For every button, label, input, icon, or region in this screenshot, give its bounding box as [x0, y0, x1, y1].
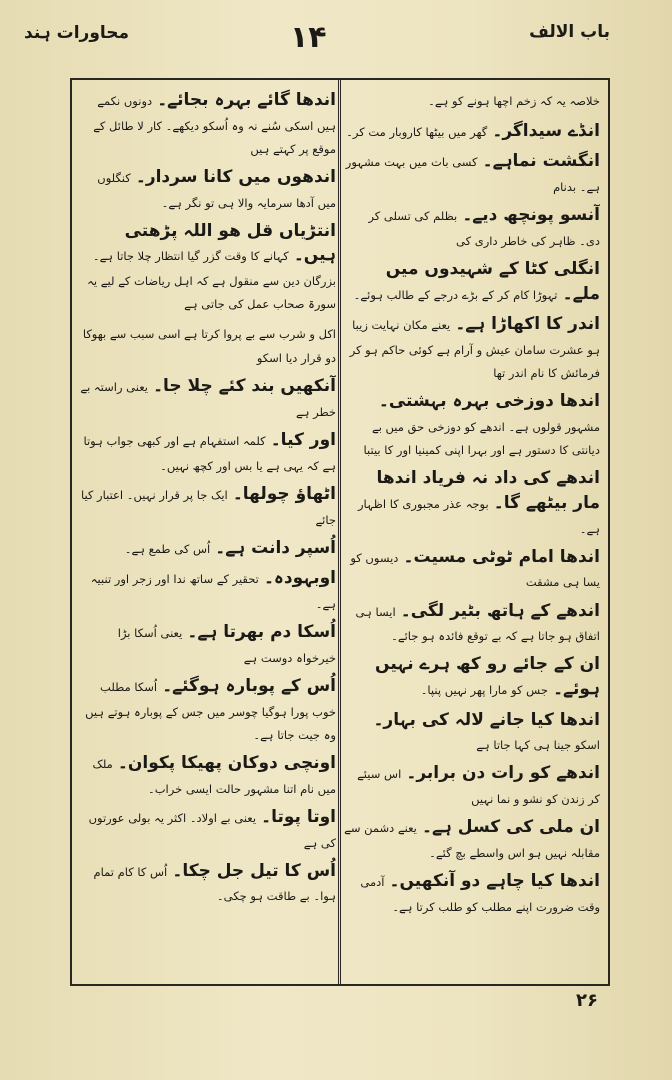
idiom-definition: اسکو جینا ہی کہا جاتا ہے — [476, 738, 600, 753]
idiom-definition: خلاصہ یہ کہ زخم اچھا ہونے کو ہے۔ — [428, 94, 600, 108]
idiom-definition: یعنی راستہ بے خطر ہے — [80, 380, 336, 419]
idiom-definition: ملک میں نام اتنا مشہور حالت ایسی خراب۔ — [92, 757, 336, 796]
idiom-entry — [80, 428, 336, 476]
idiom-entry — [80, 751, 336, 799]
idiom-term: اُس کا تیل جل چکا۔ — [172, 860, 336, 881]
idiom-entry — [344, 869, 600, 917]
idiom-term: آنسو پونچھ دیے۔ — [462, 205, 600, 226]
idiom-entry — [80, 566, 336, 614]
idiom-entry — [344, 257, 600, 306]
idiom-entry — [344, 761, 600, 809]
idiom-definition: کسی بات میں بہت مشہور ہے۔ بدنام — [345, 155, 600, 194]
idiom-definition: یعنے دشمن سے مقابلہ نہیں ہو اس واسطے بچ گئے۔ — [344, 821, 600, 860]
idiom-entry — [344, 545, 600, 593]
idiom-term: اندھا کیا چاہے دو آنکھیں۔ — [389, 871, 600, 892]
idiom-entry — [80, 374, 336, 422]
idiom-definition: اکل و شرب سے بے پروا کرتا ہے اسی سبب سے بھوکا دو قرار دیا اسکو — [82, 326, 336, 366]
idiom-entry — [344, 599, 600, 647]
page-number: ۱۴ — [290, 20, 327, 55]
idiom-term: ان کے جائے رو کھ ہرے نہیں ہوئے۔ — [375, 654, 600, 700]
idiom-term: اوبہودہ۔ — [263, 568, 336, 589]
idiom-definition: دیسوں کو یسا ہی مشقت — [350, 550, 600, 590]
idiom-term: اُسکا دم بھرتا ہے۔ — [187, 622, 336, 643]
idiom-term: انگلی کٹا کے شہیدوں میں ملے۔ — [385, 258, 600, 304]
idiom-definition: ایک جا پر قرار نہیں۔ اعتبار کیا جائے — [80, 487, 336, 527]
idiom-term: انتڑیاں قل ھو اللہ پڑھتی ہیں۔ — [124, 220, 336, 266]
idiom-term: اُس کے پوبارہ ہوگئے۔ — [162, 676, 336, 697]
idiom-definition: کہانے کا وقت گزر گیا انتظار چلا جاتا ہے۔ بزرگان دین سے منقول ہے کہ اہل ریاضات کے لیے یہ سورۃ صحاب عمل کی جاتی ہے — [87, 249, 336, 312]
idiom-term: اور کیا۔ — [270, 430, 336, 451]
idiom-term: اوتا پوتا۔ — [261, 806, 336, 827]
idiom-definition: گھر میں بیٹھا کاروبار مت کر۔ — [346, 124, 488, 139]
idiom-term: اندھا امام ٹوٹی مسیت۔ — [403, 546, 600, 567]
idiom-definition: آدمی وقت ضرورت اپنے مطلب کو طلب کرتا ہے۔ — [360, 875, 600, 914]
idiom-definition: جس کو مارا پھر نہیں پنپا۔ — [420, 683, 548, 698]
idiom-entry — [80, 674, 336, 745]
idiom-entry — [344, 708, 600, 756]
idiom-entry — [80, 88, 336, 159]
left-column — [80, 88, 336, 976]
idiom-entry — [344, 119, 600, 144]
idiom-term: اندھے کی داد نہ فریاد اندھا مار بیٹھے گا۔ — [376, 468, 600, 513]
idiom-entry — [80, 165, 336, 213]
idiom-term: انگشت نماہے۔ — [482, 151, 600, 172]
idiom-definition: کنگلوں میں آدھا سرمایہ والا ہی تو نگر ہے۔ — [97, 171, 336, 210]
idiom-definition: یعنی اُسکا بڑا خیرخواہ دوست ہے — [117, 626, 336, 665]
idiom-term: اندر کا اکھاڑا ہے۔ — [455, 314, 600, 335]
idiom-term: انڈے سیداگر۔ — [492, 120, 600, 141]
idiom-definition: تحقیر کے ساتھ ندا اور زجر اور تنبیہ ہے۔ — [90, 572, 336, 612]
idiom-definition: کلمہ استفہام ہے اور کبھی جواب ہوتا ہے کہ یہی ہے یا بس اور کچھ نہیں۔ — [83, 434, 336, 473]
idiom-entry — [80, 805, 336, 853]
idiom-term: اونچی دوکان پھیکا پکوان۔ — [117, 753, 336, 774]
right-column — [344, 88, 600, 976]
idiom-definition: بوجہ عذر مجبوری کا اظہار ہے۔ — [357, 496, 600, 536]
idiom-term: اندھوں میں کانا سردار۔ — [135, 167, 336, 188]
idiom-entry — [80, 859, 336, 907]
book-title: محاورات ہند — [24, 23, 130, 43]
idiom-term: اُسپر دانت ہے۔ — [215, 537, 336, 558]
chapter-heading: باب الالف — [529, 22, 610, 42]
idiom-entry — [80, 219, 336, 315]
idiom-definition: اُسکا مطلب خوب پورا ہوگیا چوسر میں جس کے پوبارہ ہوتے ہیں وہ جیت جاتا ہے۔ — [85, 680, 336, 742]
text-frame — [70, 78, 610, 986]
idiom-term: اندھا کیا جانے لالہ کی بہار۔ — [373, 709, 600, 730]
idiom-term: اندھے کے ہاتھ بٹیر لگی۔ — [400, 600, 600, 621]
idiom-definition: ایسا ہی اتفاق ہو جاتا ہے کہ بے توقع فائدہ ہو جائے۔ — [355, 604, 600, 644]
idiom-definition: اُس کا کام تمام ہوا۔ بے طاقت ہو چکی۔ — [93, 864, 336, 904]
idiom-definition: مشہور قولوں ہے۔ اندھے کو دوزخی حق میں بے دیانتی کا دستور ہے اور بہرا اپنی کمینیا اور کا بیتبا — [363, 419, 600, 458]
idiom-definition: اس سیئے کر زندن کو نشو و نما نہیں — [357, 767, 600, 807]
footer-page-number: ۲۶ — [576, 990, 598, 1011]
idiom-term: ان ملی کی کسل ہے۔ — [421, 817, 600, 838]
idiom-entry — [80, 482, 336, 530]
idiom-definition: یعنی بے اولاد۔ اکثر یہ بولی عورتوں کی ہے — [88, 810, 336, 850]
idiom-entry — [344, 149, 600, 197]
idiom-entry — [344, 88, 600, 113]
idiom-term: اندھا دوزخی بہرہ بہشتی۔ — [378, 391, 600, 412]
idiom-entry — [344, 652, 600, 701]
idiom-term: اندھے کو رات دن برابر۔ — [406, 763, 600, 784]
idiom-entry — [80, 620, 336, 668]
idiom-definition: دونوں نکمے ہیں اسکی سُنے نہ وہ اُسکو دیکھے۔ کار لا طائل کے موقع پر کہتے ہیں — [93, 94, 336, 156]
idiom-definition: بظلم کی تسلی کر دی۔ ظاہر کی خاطر داری کی — [368, 209, 600, 248]
idiom-term: آنکھیں بند کئے چلا جا۔ — [153, 376, 336, 397]
idiom-entry — [344, 815, 600, 863]
idiom-entry — [80, 536, 336, 561]
idiom-entry — [344, 312, 600, 383]
idiom-term: اٹھاؤ چولھا۔ — [232, 483, 336, 504]
idiom-term: اندھا گائے بہرہ بجائے۔ — [157, 90, 336, 110]
idiom-entry — [344, 466, 600, 538]
idiom-entry — [344, 203, 600, 251]
idiom-definition: تہوڑا کام کر کے بڑے درجے کے طالب ہوئے۔ — [353, 287, 558, 302]
idiom-entry — [344, 389, 600, 460]
idiom-definition: اُس کی طمع ہے۔ — [124, 541, 211, 556]
idiom-entry — [80, 321, 336, 369]
idiom-definition: یعنے مکان نہایت زیبا ہو عشرت سامان عیش و آرام ہے کوئی حاکم ہو کر فرمائش کا نام اندر تھا — [349, 318, 600, 381]
